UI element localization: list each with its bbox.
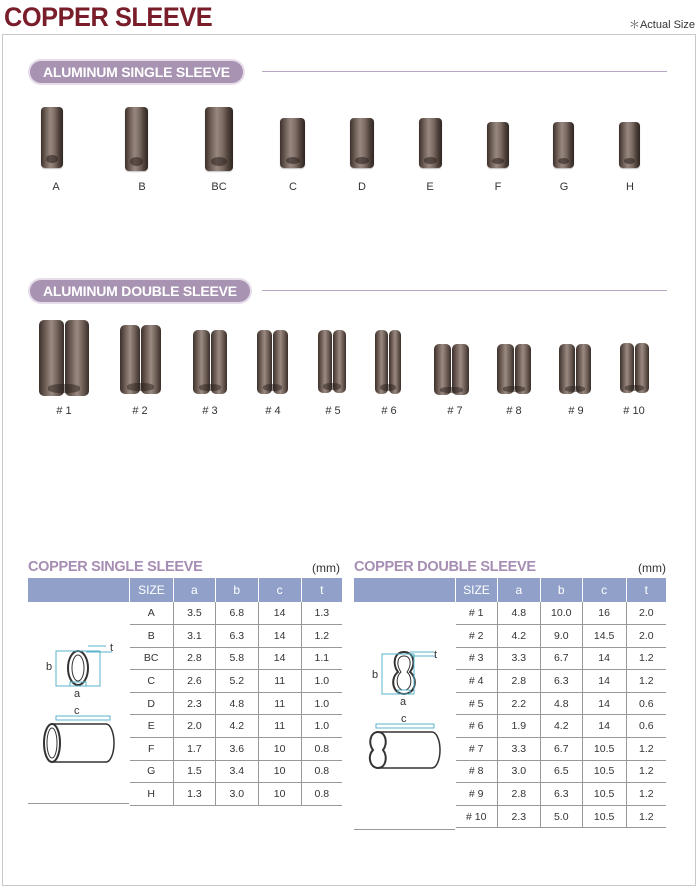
table-row	[130, 783, 343, 806]
size-cell: # 3	[456, 647, 498, 670]
double-sleeve-label: # 10	[623, 405, 645, 417]
size-cell: # 5	[456, 692, 498, 715]
double-sleeve-label: # 7	[447, 405, 463, 417]
table-row	[130, 692, 343, 715]
double-sleeve-image	[375, 330, 401, 394]
double-sleeve-image	[620, 343, 649, 393]
double-sleeve-label: # 9	[568, 405, 584, 417]
table-header-band	[354, 578, 455, 602]
double-sleeve-image	[497, 344, 531, 394]
value-cell: 6.5	[540, 760, 582, 783]
size-cell: H	[130, 783, 174, 806]
value-cell: 0.8	[301, 760, 342, 783]
diagram-label-b: b	[46, 661, 53, 673]
value-cell: 0.6	[626, 715, 666, 738]
size-cell: D	[130, 692, 174, 715]
aluminum-single-title: ALUMINUM SINGLE SLEEVE	[30, 61, 243, 83]
double-sleeve-label: # 1	[56, 405, 72, 417]
column-header: t	[626, 578, 666, 602]
value-cell: 1.2	[626, 783, 666, 806]
value-cell: 1.9	[497, 715, 540, 738]
value-cell: 0.6	[626, 692, 666, 715]
value-cell: 4.2	[215, 715, 258, 738]
value-cell: 1.2	[626, 805, 666, 828]
double-sleeve-image	[559, 344, 591, 394]
diagram-label-a: a	[400, 696, 407, 708]
copper-double-title: COPPER DOUBLE SLEEVE	[354, 559, 536, 575]
value-cell: 1.3	[301, 602, 342, 625]
size-cell: # 8	[456, 760, 498, 783]
value-cell: 16	[582, 602, 626, 625]
value-cell: 2.2	[497, 692, 540, 715]
value-cell: 1.2	[626, 738, 666, 761]
value-cell: 2.3	[497, 805, 540, 828]
double-sleeve-label: # 3	[202, 405, 218, 417]
copper-single-title: COPPER SINGLE SLEEVE	[28, 559, 203, 575]
value-cell: 10	[258, 783, 301, 806]
column-header: a	[173, 578, 215, 602]
diagram-label-a: a	[74, 688, 81, 700]
copper-double-table	[455, 578, 666, 828]
table-row	[456, 760, 667, 783]
table-row	[456, 670, 667, 693]
sleeve-label: B	[138, 181, 146, 193]
value-cell: 10.5	[582, 783, 626, 806]
size-cell: # 9	[456, 783, 498, 806]
value-cell: 3.1	[173, 625, 215, 648]
value-cell: 10.0	[540, 602, 582, 625]
sleeve-label: C	[289, 181, 297, 193]
double-sleeve-label: # 5	[325, 405, 341, 417]
table-left-rule	[28, 803, 129, 804]
value-cell: 2.0	[626, 625, 666, 648]
double-sleeve-image	[318, 330, 346, 393]
value-cell: 6.3	[540, 783, 582, 806]
sleeve-image	[350, 118, 374, 168]
value-cell: 4.2	[540, 715, 582, 738]
double-sleeve-diagram	[364, 646, 456, 774]
value-cell: 6.3	[215, 625, 258, 648]
sleeve-image	[41, 107, 63, 168]
table-row	[456, 692, 667, 715]
table-row	[456, 783, 667, 806]
sleeve-image	[125, 107, 148, 171]
table-row	[130, 647, 343, 670]
value-cell: 1.3	[173, 783, 215, 806]
value-cell: 10	[258, 760, 301, 783]
value-cell: 1.2	[626, 760, 666, 783]
aluminum-double-title: ALUMINUM DOUBLE SLEEVE	[30, 280, 250, 302]
column-header: b	[215, 578, 258, 602]
size-cell: # 10	[456, 805, 498, 828]
double-sleeve-image	[120, 325, 161, 394]
single-sleeve-diagram	[40, 636, 130, 768]
value-cell: 6.3	[540, 670, 582, 693]
value-cell: 4.8	[215, 692, 258, 715]
column-header: a	[497, 578, 540, 602]
value-cell: 1.0	[301, 715, 342, 738]
size-cell: # 7	[456, 738, 498, 761]
size-cell: # 1	[456, 602, 498, 625]
size-cell: # 6	[456, 715, 498, 738]
value-cell: 3.3	[497, 738, 540, 761]
value-cell: 4.2	[497, 625, 540, 648]
value-cell: 2.6	[173, 670, 215, 693]
double-sleeve-label: # 6	[381, 405, 397, 417]
value-cell: 3.0	[215, 783, 258, 806]
value-cell: 14	[582, 670, 626, 693]
value-cell: 3.6	[215, 738, 258, 761]
double-sleeve-label: # 4	[265, 405, 281, 417]
value-cell: 14	[582, 647, 626, 670]
size-cell: # 2	[456, 625, 498, 648]
value-cell: 3.0	[497, 760, 540, 783]
section-divider	[262, 71, 667, 72]
table-row	[130, 602, 343, 625]
value-cell: 5.0	[540, 805, 582, 828]
table-header-band	[28, 578, 129, 602]
value-cell: 1.1	[301, 647, 342, 670]
value-cell: 11	[258, 692, 301, 715]
value-cell: 3.4	[215, 760, 258, 783]
value-cell: 14	[258, 602, 301, 625]
value-cell: 4.8	[497, 602, 540, 625]
value-cell: 14.5	[582, 625, 626, 648]
size-cell: F	[130, 738, 174, 761]
column-header: t	[301, 578, 342, 602]
value-cell: 5.2	[215, 670, 258, 693]
double-sleeve-image	[39, 320, 89, 396]
table-row	[456, 715, 667, 738]
value-cell: 3.3	[497, 647, 540, 670]
sleeve-label: A	[52, 181, 60, 193]
table-row	[456, 625, 667, 648]
size-cell: C	[130, 670, 174, 693]
value-cell: 1.2	[626, 670, 666, 693]
value-cell: 10.5	[582, 738, 626, 761]
table-row	[130, 738, 343, 761]
diagram-label-t: t	[434, 649, 438, 661]
size-cell: B	[130, 625, 174, 648]
value-cell: 2.8	[497, 670, 540, 693]
sleeve-image	[487, 122, 509, 168]
sleeve-image	[553, 122, 574, 168]
size-cell: E	[130, 715, 174, 738]
table-row	[456, 805, 667, 828]
value-cell: 10	[258, 738, 301, 761]
value-cell: 2.8	[497, 783, 540, 806]
page-title: COPPER SLEEVE	[4, 2, 213, 32]
sleeve-label: E	[426, 181, 434, 193]
value-cell: 0.8	[301, 738, 342, 761]
table-row	[130, 625, 343, 648]
double-sleeve-label: # 8	[506, 405, 522, 417]
value-cell: 4.8	[540, 692, 582, 715]
table-row	[456, 602, 667, 625]
sleeve-image	[419, 118, 442, 168]
table-row	[130, 760, 343, 783]
value-cell: 14	[582, 692, 626, 715]
size-cell: BC	[130, 647, 174, 670]
diagram-label-t: t	[110, 642, 114, 654]
double-sleeve-label: # 2	[132, 405, 148, 417]
value-cell: 1.2	[301, 625, 342, 648]
column-header: SIZE	[130, 578, 174, 602]
size-cell: A	[130, 602, 174, 625]
value-cell: 2.0	[626, 602, 666, 625]
value-cell: 1.2	[626, 647, 666, 670]
column-header: c	[258, 578, 301, 602]
value-cell: 10.5	[582, 805, 626, 828]
value-cell: 6.7	[540, 647, 582, 670]
sleeve-label: G	[559, 181, 569, 193]
diagram-label-c: c	[401, 713, 407, 725]
actual-size-note: ＊Actual Size	[628, 19, 695, 31]
value-cell: 9.0	[540, 625, 582, 648]
size-cell: G	[130, 760, 174, 783]
value-cell: 1.5	[173, 760, 215, 783]
column-header: b	[540, 578, 582, 602]
value-cell: 1.7	[173, 738, 215, 761]
double-sleeve-image	[193, 330, 227, 394]
value-cell: 2.0	[173, 715, 215, 738]
value-cell: 2.3	[173, 692, 215, 715]
value-cell: 10.5	[582, 760, 626, 783]
unit-label: (mm)	[312, 561, 340, 575]
value-cell: 14	[258, 647, 301, 670]
value-cell: 2.8	[173, 647, 215, 670]
table-row	[456, 738, 667, 761]
value-cell: 6.7	[540, 738, 582, 761]
diagram-label-c: c	[74, 705, 80, 717]
value-cell: 1.0	[301, 670, 342, 693]
value-cell: 3.5	[173, 602, 215, 625]
size-cell: # 4	[456, 670, 498, 693]
table-row	[456, 647, 667, 670]
value-cell: 1.0	[301, 692, 342, 715]
value-cell: 14	[258, 625, 301, 648]
value-cell: 11	[258, 670, 301, 693]
value-cell: 11	[258, 715, 301, 738]
table-left-rule	[354, 829, 455, 830]
diagram-label-b: b	[372, 669, 379, 681]
table-row	[130, 670, 343, 693]
sleeve-label: H	[626, 181, 634, 193]
double-sleeve-image	[257, 330, 288, 394]
value-cell: 14	[582, 715, 626, 738]
value-cell: 5.8	[215, 647, 258, 670]
sleeve-label: BC	[211, 181, 227, 193]
sleeve-image	[619, 122, 640, 168]
section-divider	[262, 290, 667, 291]
value-cell: 0.8	[301, 783, 342, 806]
sleeve-image	[205, 107, 233, 171]
sleeve-label: D	[358, 181, 366, 193]
table-row	[130, 715, 343, 738]
sleeve-label: F	[494, 181, 502, 193]
column-header: SIZE	[456, 578, 498, 602]
double-sleeve-image	[434, 344, 469, 395]
copper-single-table	[129, 578, 342, 806]
value-cell: 6.8	[215, 602, 258, 625]
unit-label: (mm)	[638, 561, 666, 575]
sleeve-image	[280, 118, 305, 168]
column-header: c	[582, 578, 626, 602]
